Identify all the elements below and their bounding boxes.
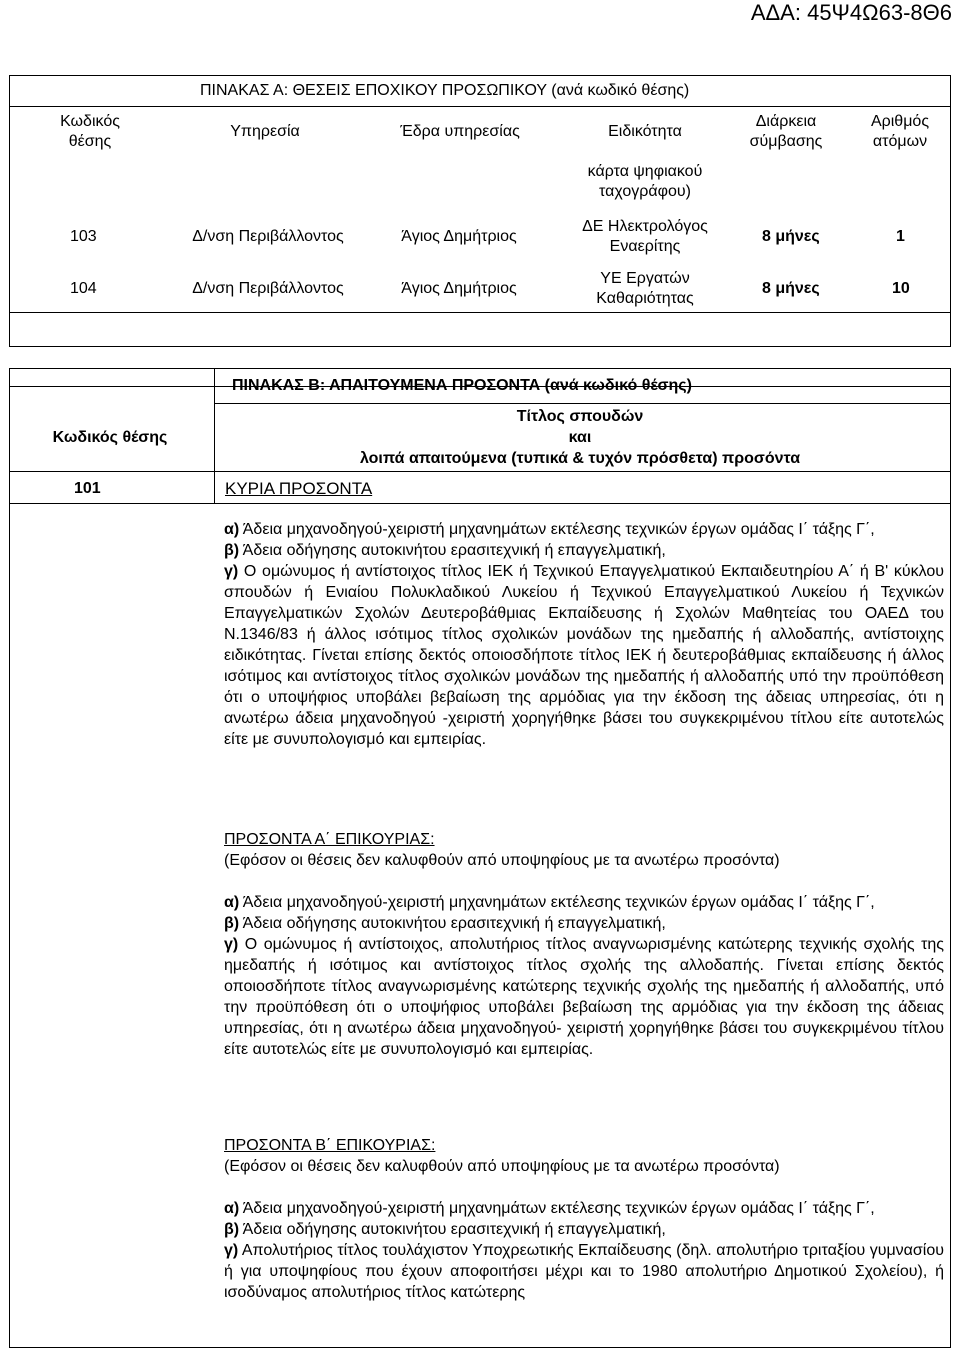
row-specialty: ΥΕ Εργατών Καθαριότητας [596,270,694,307]
main-qualifications-label: ΚΥΡΙΑ ΠΡΟΣΟΝΤΑ [225,479,373,498]
specialty-carryover: κάρτα ψηφιακού ταχογράφου) [587,163,703,200]
main-qualifications [224,519,944,750]
table-a-divider [10,312,950,313]
table-a-title: ΠΙΝΑΚΑΣ Α: ΘΕΣΕΙΣ ΕΠΟΧΙΚΟΥ ΠΡΟΣΩΠΙΚΟΥ (ανά κωδικό θέσης) [200,82,690,99]
row-duration: 8 μήνες [762,228,820,245]
row-code: 104 [70,280,97,297]
col-code-header: Κωδικός θέσης [52,429,168,446]
aux-b-heading: ΠΡΟΣΟΝΤΑ Β΄ ΕΠΙΚΟΥΡΙΑΣ: [224,1137,436,1154]
item-a: α) Άδεια μηχανοδηγού-χειριστή μηχανημάτων εκτέλεσης τεχνικών έργων ομάδας Ι΄ τάξης Γ΄, [224,894,875,911]
item-a: α) Άδεια μηχανοδηγού-χειριστή μηχανημάτων εκτέλεσης τεχνικών έργων ομάδας Ι΄ τάξης Γ΄, [224,521,875,538]
ada-identifier: ΑΔΑ: 45Ψ4Ω63-8Θ6 [750,0,952,25]
table-b-divider [10,471,950,472]
table-b-divider [10,503,950,504]
row-count: 1 [896,228,905,245]
item-b: β) Άδεια οδήγησης αυτοκινήτου ερασιτεχνική ή επαγγελματική, [224,915,666,932]
table-b-divider [214,369,215,503]
row-seat: Άγιος Δημήτριος [401,280,517,297]
aux-a-qualifications [224,829,944,1060]
col-seat-header: Έδρα υπηρεσίας [400,123,520,140]
col-count-header: Αριθμός ατόμων [870,113,930,150]
item-a: α) Άδεια μηχανοδηγού-χειριστή μηχανημάτων εκτέλεσης τεχνικών έργων ομάδας Ι΄ τάξης Γ΄, [224,1200,875,1217]
col-service-header: Υπηρεσία [230,123,300,140]
position-code: 101 [74,480,101,497]
row-seat: Άγιος Δημήτριος [401,228,517,245]
col-title-header-1: Τίτλος σπουδών [516,408,644,425]
aux-a-heading: ΠΡΟΣΟΝΤΑ Α΄ ΕΠΙΚΟΥΡΙΑΣ: [224,831,435,848]
row-count: 10 [892,280,910,297]
col-duration-header: Διάρκεια σύμβασης [749,113,823,150]
col-specialty-header: Ειδικότητα [608,123,682,140]
aux-b-note: (Εφόσον οι θέσεις δεν καλυφθούν από υποψηφίους με τα ανωτέρω προσόντα) [224,1158,780,1175]
col-title-header-2: και [568,429,592,446]
table-b-title: ΠΙΝΑΚΑΣ Β: ΑΠΑΙΤΟΥΜΕΝΑ ΠΡΟΣΟΝΤΑ (ανά κωδικό θέσης) [232,377,692,394]
row-duration: 8 μήνες [762,280,820,297]
row-specialty: ΔΕ Ηλεκτρολόγος Εναερίτης [582,218,708,255]
row-service: Δ/νση Περιβάλλοντος [192,280,344,297]
table-b-divider [214,403,950,404]
table-a [9,75,951,347]
row-service: Δ/νση Περιβάλλοντος [192,228,344,245]
item-b: β) Άδεια οδήγησης αυτοκινήτου ερασιτεχνική ή επαγγελματική, [224,542,666,559]
table-a-divider [10,106,950,107]
col-title-header-3: λοιπά απαιτούμενα (τυπικά & τυχόν πρόσθετα) προσόντα [359,450,801,467]
item-c: γ) Ο ομώνυμος ή αντίστοιχος τίτλος ΙΕΚ ή Τεχνικού Επαγγελματικού Εκπαιδευτηρίου Α΄ ή Β' κύκλου σπουδών ή Ενιαίου Πολυκλαδικού Λυκείου ή Τεχνικού Επαγγελματικού Λυκείου ή Τεχνικών Επαγγελματικών Σχολών Δευτεροβάθμιας Εκπαίδευσης ή Σχολών Μαθητείας του ΟΑΕΔ του Ν.1346/83 ή άλλος ισότιμος τίτλος σχολικών μονάδων της ημεδαπής ή αλλοδαπής, αντίστοιχης ειδικότητας. Γίνεται επίσης δεκτός οποιοσδήποτε τίτλος ΙΕΚ ή δευτεροβάθμιας εκπαίδευσης ή άλλος ισότιμος και αντίστοιχος τίτλος σχολικών μονάδων της ημεδαπής ή αλλοδαπής υπό την προϋπόθεση ότι ο υποψήφιος υποβάλει βεβαίωση της αρμόδιας για την έκδοση της άδειας υπηρεσίας, ότι η ανωτέρω άδεια μηχανοδηγού -χειριστή χορηγήθηκε βάσει του συγκεκριμένου τίτλου είτε αυτοτελώς είτε με συνυπολογισμό και εμπειρίας. [224,563,945,748]
row-code: 103 [70,228,97,245]
item-c: γ) Απολυτήριος τίτλος τουλάχιστον Υποχρεωτικής Εκπαίδευσης (δηλ. απολυτήριο τριταξίου γυμνασίου ή για υποψηφίους που έχουν αποφοιτήσει μέχρι και το 1980 απολυτήριο Δημοτικού Σχολείου), ή ισοδύναμος απολυτήριος τίτλος κατώτερης [224,1242,945,1301]
col-code-header: Κωδικός θέσης [60,113,120,150]
aux-a-note: (Εφόσον οι θέσεις δεν καλυφθούν από υποψηφίους με τα ανωτέρω προσόντα) [224,852,780,869]
aux-b-qualifications [224,1135,944,1303]
item-b: β) Άδεια οδήγησης αυτοκινήτου ερασιτεχνική ή επαγγελματική, [224,1221,666,1238]
item-c: γ) Ο ομώνυμος ή αντίστοιχος, απολυτήριος τίτλος αναγνωρισμένης κατώτερης τεχνικής σχολής της ημεδαπής ή ισότιμος και αντίστοιχος τίτλος σχολής της αλλοδαπής. Γίνεται επίσης δεκτός οποιοσδήποτε τίτλος αναγνωρισμένης κατώτερης τεχνικής σχολής της ημεδαπής ή αλλοδαπής, υπό την προϋπόθεση ότι ο υποψήφιος υποβάλει βεβαίωση της αρμόδιας για την έκδοση της άδειας υπηρεσίας, ότι η ανωτέρω άδεια μηχανοδηγού- χειριστή χορηγήθηκε βάσει του συγκεκριμένου τίτλου είτε αυτοτελώς είτε με συνυπολογισμό και εμπειρίας. [224,936,944,1058]
